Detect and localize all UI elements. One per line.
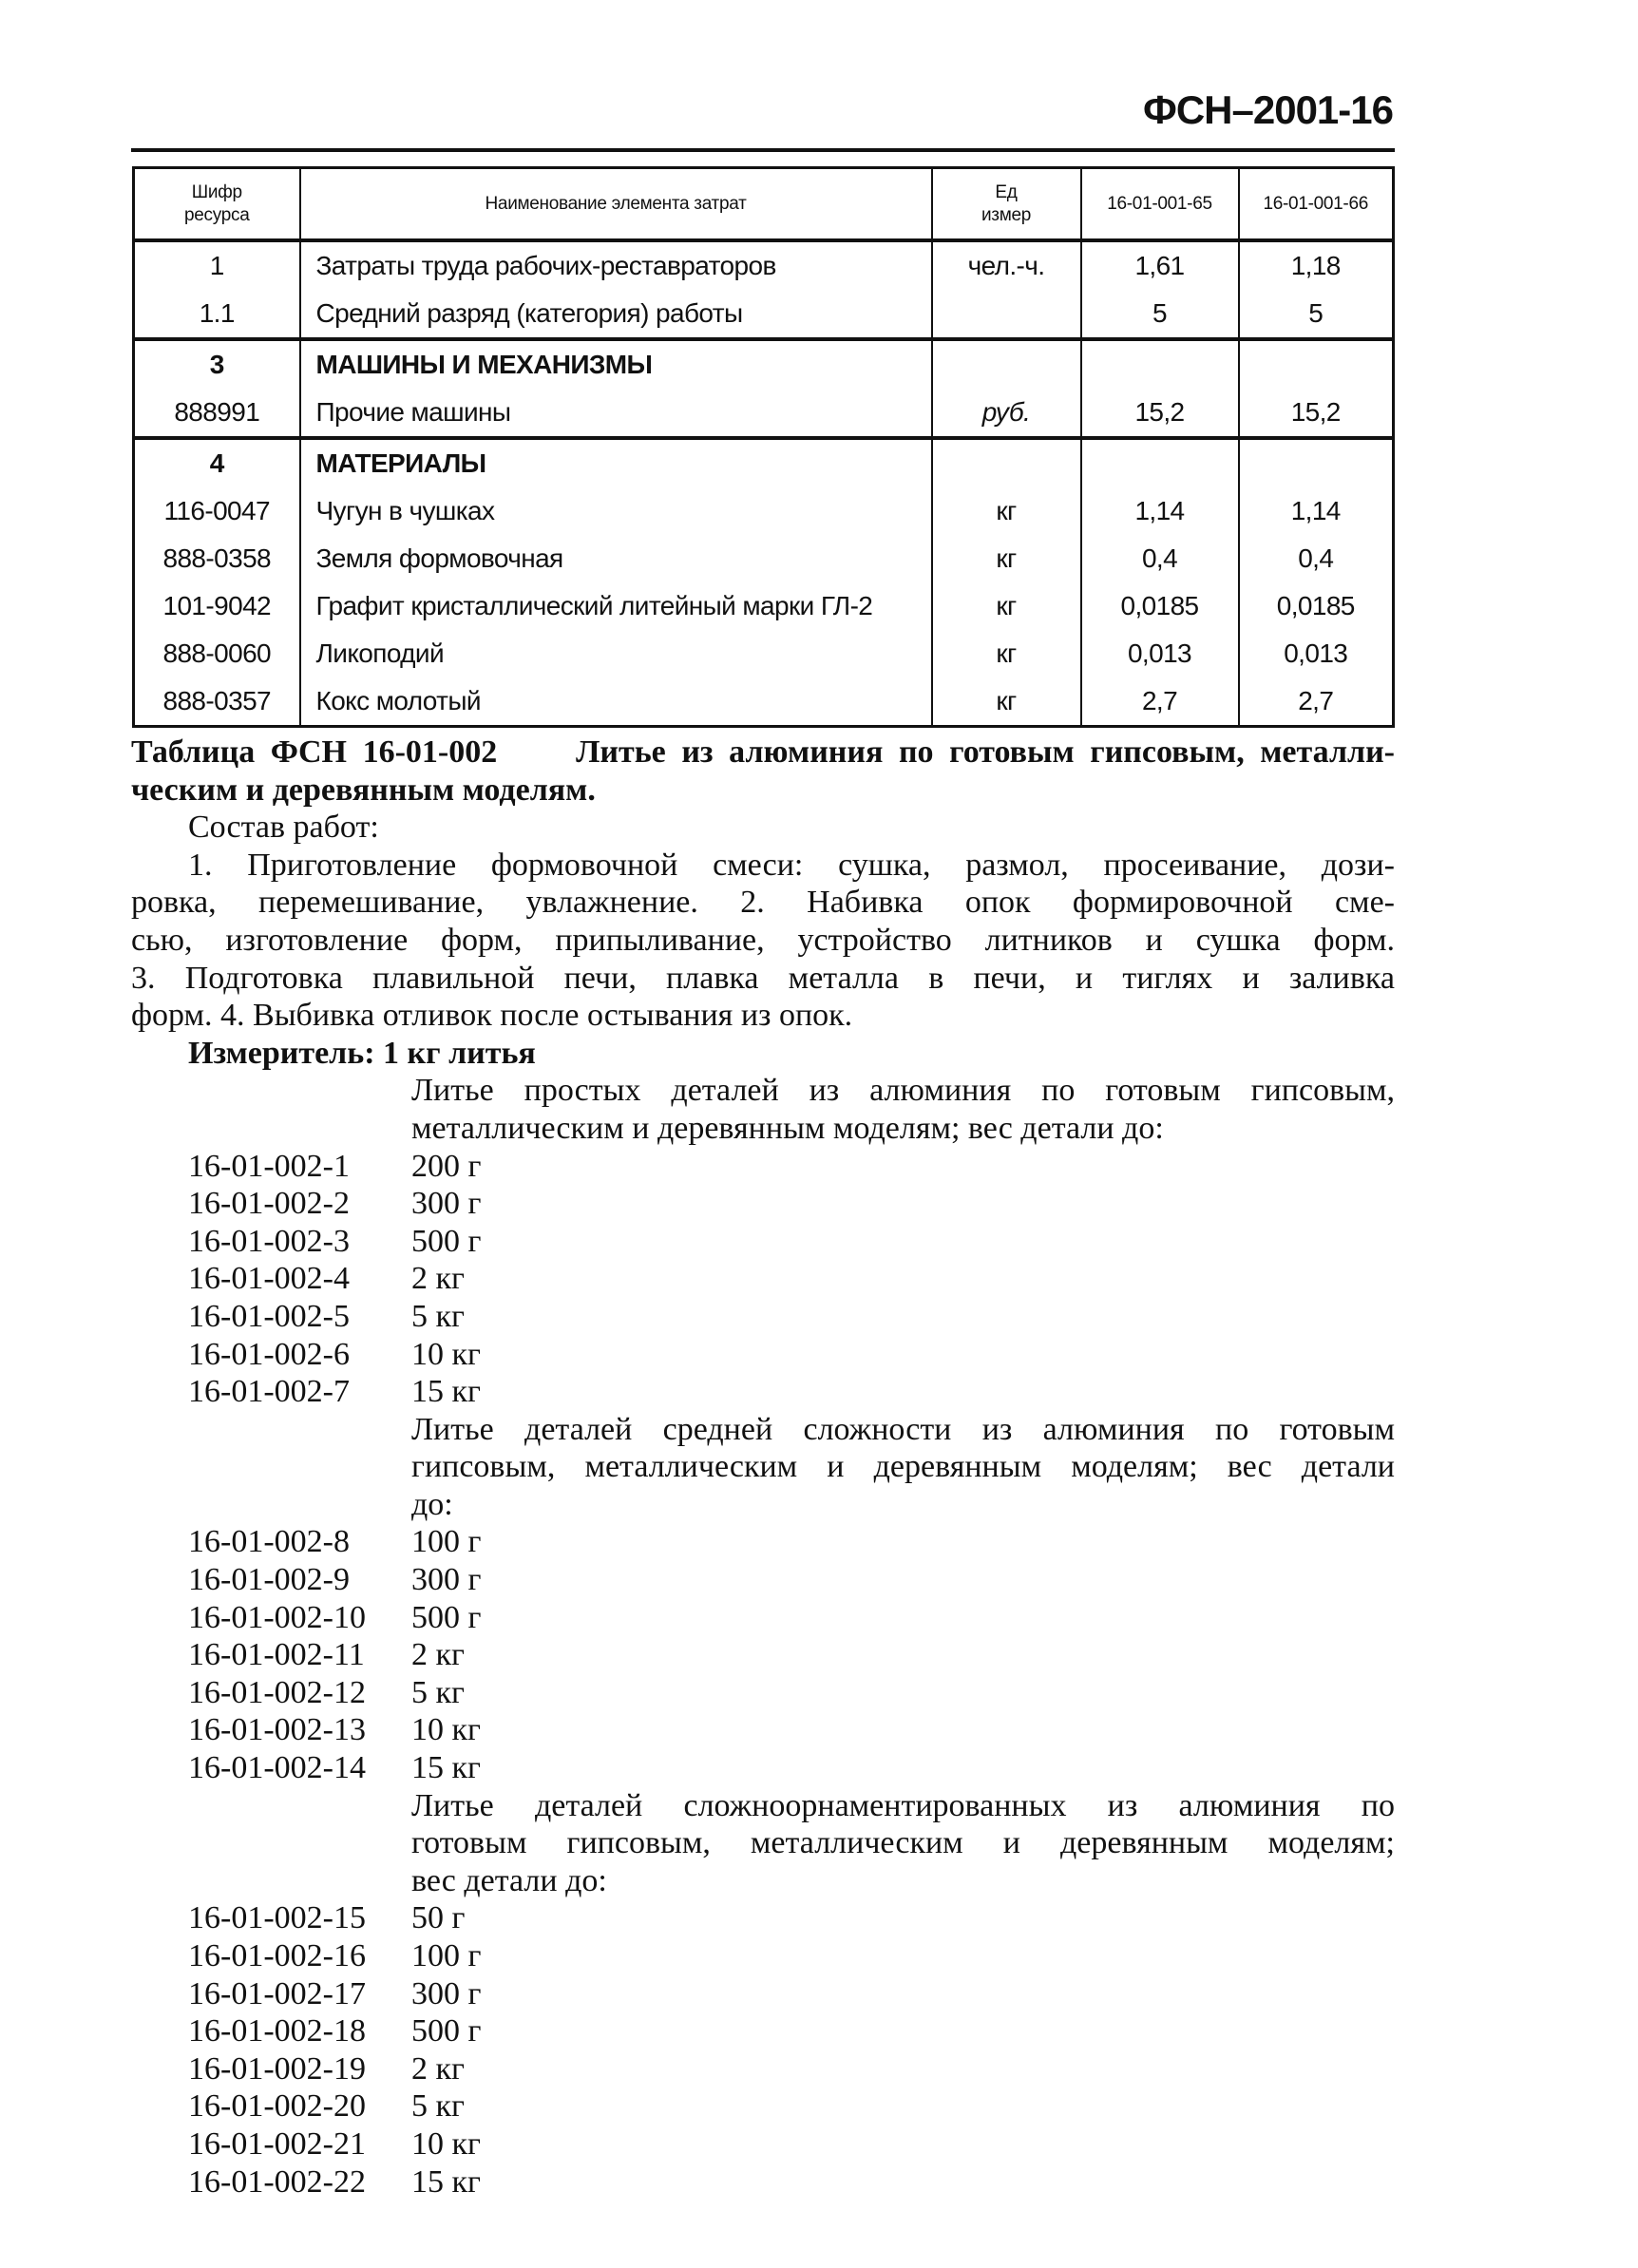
cell-code: 888-0060 (134, 630, 300, 677)
group-description-line: до: (411, 1486, 453, 1522)
cell-code: 101-9042 (134, 582, 300, 630)
header-col-65: 16-01-001-65 (1081, 168, 1239, 241)
cell-code: 888-0358 (134, 535, 300, 582)
cell-name: Средний разряд (категория) работы (300, 290, 932, 339)
norm-item (131, 2012, 1395, 2050)
table-row (134, 630, 1394, 677)
cell-value-65: 15,2 (1081, 389, 1239, 438)
norm-item (131, 1749, 1395, 1787)
cell-name: Чугун в чушках (300, 487, 932, 535)
table-row (134, 487, 1394, 535)
norm-code: 16-01-002-11 (188, 1637, 365, 1673)
norm-item (131, 2125, 1395, 2163)
cell-code: 3 (134, 339, 300, 389)
norm-code: 16-01-002-4 (188, 1261, 350, 1297)
table-row (134, 677, 1394, 727)
cell-value-66 (1239, 438, 1394, 487)
cell-name: МАТЕРИАЛЫ (300, 438, 932, 487)
table-label: Таблица ФСН 16-01-002 (131, 734, 498, 770)
cell-code: 116-0047 (134, 487, 300, 535)
cell-value-65: 1,61 (1081, 240, 1239, 290)
cell-code: 4 (134, 438, 300, 487)
norm-code: 16-01-002-7 (188, 1374, 350, 1410)
norm-weight: 500 г (411, 1223, 482, 1259)
cell-value-66: 2,7 (1239, 677, 1394, 727)
norm-weight: 500 г (411, 2013, 482, 2049)
norm-weight: 15 кг (411, 2163, 481, 2200)
header-unit: Ед измер (932, 168, 1081, 241)
cell-value-66 (1239, 339, 1394, 389)
table-row (134, 240, 1394, 290)
cell-value-65: 0,013 (1081, 630, 1239, 677)
table-row (134, 389, 1394, 438)
norm-item (131, 1674, 1395, 1712)
norm-weight: 5 кг (411, 1298, 465, 1334)
cell-code: 888-0357 (134, 677, 300, 727)
group-description-line: Литье деталей средней сложности из алюминия по готовым (411, 1411, 1395, 1447)
cell-value-65: 1,14 (1081, 487, 1239, 535)
cell-name: Прочие машины (300, 389, 932, 438)
cell-unit: чел.-ч. (932, 240, 1081, 290)
group-description-line: готовым гипсовым, металлическим и деревянным моделям; (411, 1825, 1395, 1861)
cell-name: Графит кристаллический литейный марки ГЛ-2 (300, 582, 932, 630)
cell-unit: кг (932, 535, 1081, 582)
cell-unit (932, 438, 1081, 487)
norm-item (131, 2087, 1395, 2125)
norm-item (131, 1523, 1395, 1561)
header-rule (131, 148, 1395, 152)
group-description-line: металлическим и деревянным моделям; вес детали до: (411, 1110, 1164, 1146)
norm-item (131, 1373, 1395, 1411)
norm-weight: 15 кг (411, 1374, 481, 1410)
norm-code: 16-01-002-10 (188, 1599, 366, 1635)
cell-value-66: 0,0185 (1239, 582, 1394, 630)
norm-code: 16-01-002-12 (188, 1674, 366, 1710)
cell-value-65: 5 (1081, 290, 1239, 339)
section-title-line2: ческим и деревянным моделям. (131, 772, 596, 808)
norm-weight: 200 г (411, 1148, 482, 1184)
norm-item (131, 1298, 1395, 1336)
table-row (134, 582, 1394, 630)
norm-weight: 50 г (411, 1900, 466, 1936)
cell-value-65: 2,7 (1081, 677, 1239, 727)
table-header-row (134, 168, 1394, 241)
norm-item (131, 1599, 1395, 1637)
cell-code: 1.1 (134, 290, 300, 339)
norm-item (131, 2163, 1395, 2201)
norm-code: 16-01-002-22 (188, 2163, 366, 2200)
norm-item (131, 1148, 1395, 1186)
cell-name: Земля формовочная (300, 535, 932, 582)
work-line: 1. Приготовление формовочной смеси: сушка, размол, просеивание, дози- (188, 847, 1395, 883)
norm-code: 16-01-002-21 (188, 2125, 366, 2162)
norm-weight: 2 кг (411, 1637, 465, 1673)
norm-weight: 10 кг (411, 1712, 481, 1748)
work-line: сью, изготовление форм, припыливание, устройство литников и сушка форм. (131, 922, 1395, 958)
cell-value-65: 0,4 (1081, 535, 1239, 582)
page-header: ФСН–2001-16 (1142, 87, 1393, 132)
cell-unit: кг (932, 677, 1081, 727)
cell-name: Кокс молотый (300, 677, 932, 727)
norm-item (131, 1185, 1395, 1223)
norm-code: 16-01-002-16 (188, 1938, 366, 1973)
norm-weight: 100 г (411, 1938, 482, 1973)
cell-unit (932, 339, 1081, 389)
norm-item (131, 1636, 1395, 1674)
norm-groups (131, 1072, 1395, 2201)
norm-code: 16-01-002-18 (188, 2013, 366, 2049)
norm-item (131, 1223, 1395, 1261)
cell-code: 888991 (134, 389, 300, 438)
cell-value-65 (1081, 339, 1239, 389)
cell-name: Затраты труда рабочих-реставраторов (300, 240, 932, 290)
norm-weight: 5 кг (411, 2088, 465, 2125)
norm-weight: 500 г (411, 1599, 482, 1635)
cell-value-66: 1,18 (1239, 240, 1394, 290)
cell-name: МАШИНЫ И МЕХАНИЗМЫ (300, 339, 932, 389)
cell-unit (932, 290, 1081, 339)
measure-unit: Измеритель: 1 кг литья (188, 1035, 536, 1071)
norm-weight: 5 кг (411, 1674, 465, 1710)
norm-code: 16-01-002-20 (188, 2088, 366, 2125)
norm-code: 16-01-002-13 (188, 1712, 366, 1748)
work-heading: Состав работ: (188, 810, 379, 846)
norm-weight: 10 кг (411, 1336, 481, 1372)
norm-code: 16-01-002-8 (188, 1524, 350, 1560)
group-description-line: Литье простых деталей из алюминия по готовым гипсовым, (411, 1073, 1395, 1109)
header-code: Шифр ресурса (134, 168, 300, 241)
norm-code: 16-01-002-14 (188, 1750, 366, 1786)
table-row (134, 290, 1394, 339)
section-text (131, 734, 1395, 2201)
group-description-line: гипсовым, металлическим и деревянным моделям; вес детали (411, 1449, 1395, 1485)
norm-code: 16-01-002-3 (188, 1223, 350, 1259)
norm-item (131, 1260, 1395, 1298)
norm-item (131, 1336, 1395, 1374)
norm-code: 16-01-002-15 (188, 1900, 366, 1936)
cell-value-66: 15,2 (1239, 389, 1394, 438)
cell-value-66: 5 (1239, 290, 1394, 339)
group-description-line: вес детали до: (411, 1862, 607, 1898)
norm-item (131, 1975, 1395, 2013)
norm-weight: 300 г (411, 1562, 482, 1598)
section-title-line1: Таблица ФСН 16-01-002 Литье из алюминия по готовым гипсовым, металли- (131, 734, 1396, 770)
norm-weight: 15 кг (411, 1750, 481, 1786)
cell-unit: кг (932, 630, 1081, 677)
norm-weight: 300 г (411, 1975, 482, 2011)
norm-code: 16-01-002-17 (188, 1975, 366, 2011)
norm-weight: 2 кг (411, 1261, 465, 1297)
norm-code: 16-01-002-2 (188, 1186, 350, 1222)
cell-code: 1 (134, 240, 300, 290)
work-line: форм. 4. Выбивка отливок после остывания из опок. (131, 998, 853, 1034)
norm-code: 16-01-002-1 (188, 1148, 350, 1184)
work-line: ровка, перемешивание, увлажнение. 2. Набивка опок формировочной сме- (131, 885, 1395, 921)
norm-weight: 10 кг (411, 2125, 481, 2162)
norm-item (131, 1937, 1395, 1975)
cell-value-65: 0,0185 (1081, 582, 1239, 630)
norm-item (131, 2050, 1395, 2088)
norm-code: 16-01-002-6 (188, 1336, 350, 1372)
table-row (134, 339, 1394, 389)
group-description-line: Литье деталей сложноорнаментированных из алюминия по (411, 1787, 1395, 1823)
norm-weight: 100 г (411, 1524, 482, 1560)
norm-item (131, 1899, 1395, 1937)
work-line: 3. Подготовка плавильной печи, плавка металла в печи, и тиглях и заливка (131, 960, 1395, 996)
cell-value-66: 0,4 (1239, 535, 1394, 582)
norm-item (131, 1711, 1395, 1749)
table-row (134, 535, 1394, 582)
cell-value-65 (1081, 438, 1239, 487)
resource-table (132, 166, 1395, 728)
header-col-66: 16-01-001-66 (1239, 168, 1394, 241)
norm-code: 16-01-002-5 (188, 1298, 350, 1334)
table-row (134, 438, 1394, 487)
cell-unit: кг (932, 487, 1081, 535)
norm-code: 16-01-002-9 (188, 1562, 350, 1598)
norm-weight: 300 г (411, 1186, 482, 1222)
cell-unit: кг (932, 582, 1081, 630)
cell-name: Ликоподий (300, 630, 932, 677)
norm-weight: 2 кг (411, 2050, 465, 2087)
cell-unit: руб. (932, 389, 1081, 438)
header-name: Наименование элемента затрат (300, 168, 932, 241)
cell-value-66: 0,013 (1239, 630, 1394, 677)
norm-code: 16-01-002-19 (188, 2050, 366, 2087)
norm-item (131, 1561, 1395, 1599)
cell-value-66: 1,14 (1239, 487, 1394, 535)
